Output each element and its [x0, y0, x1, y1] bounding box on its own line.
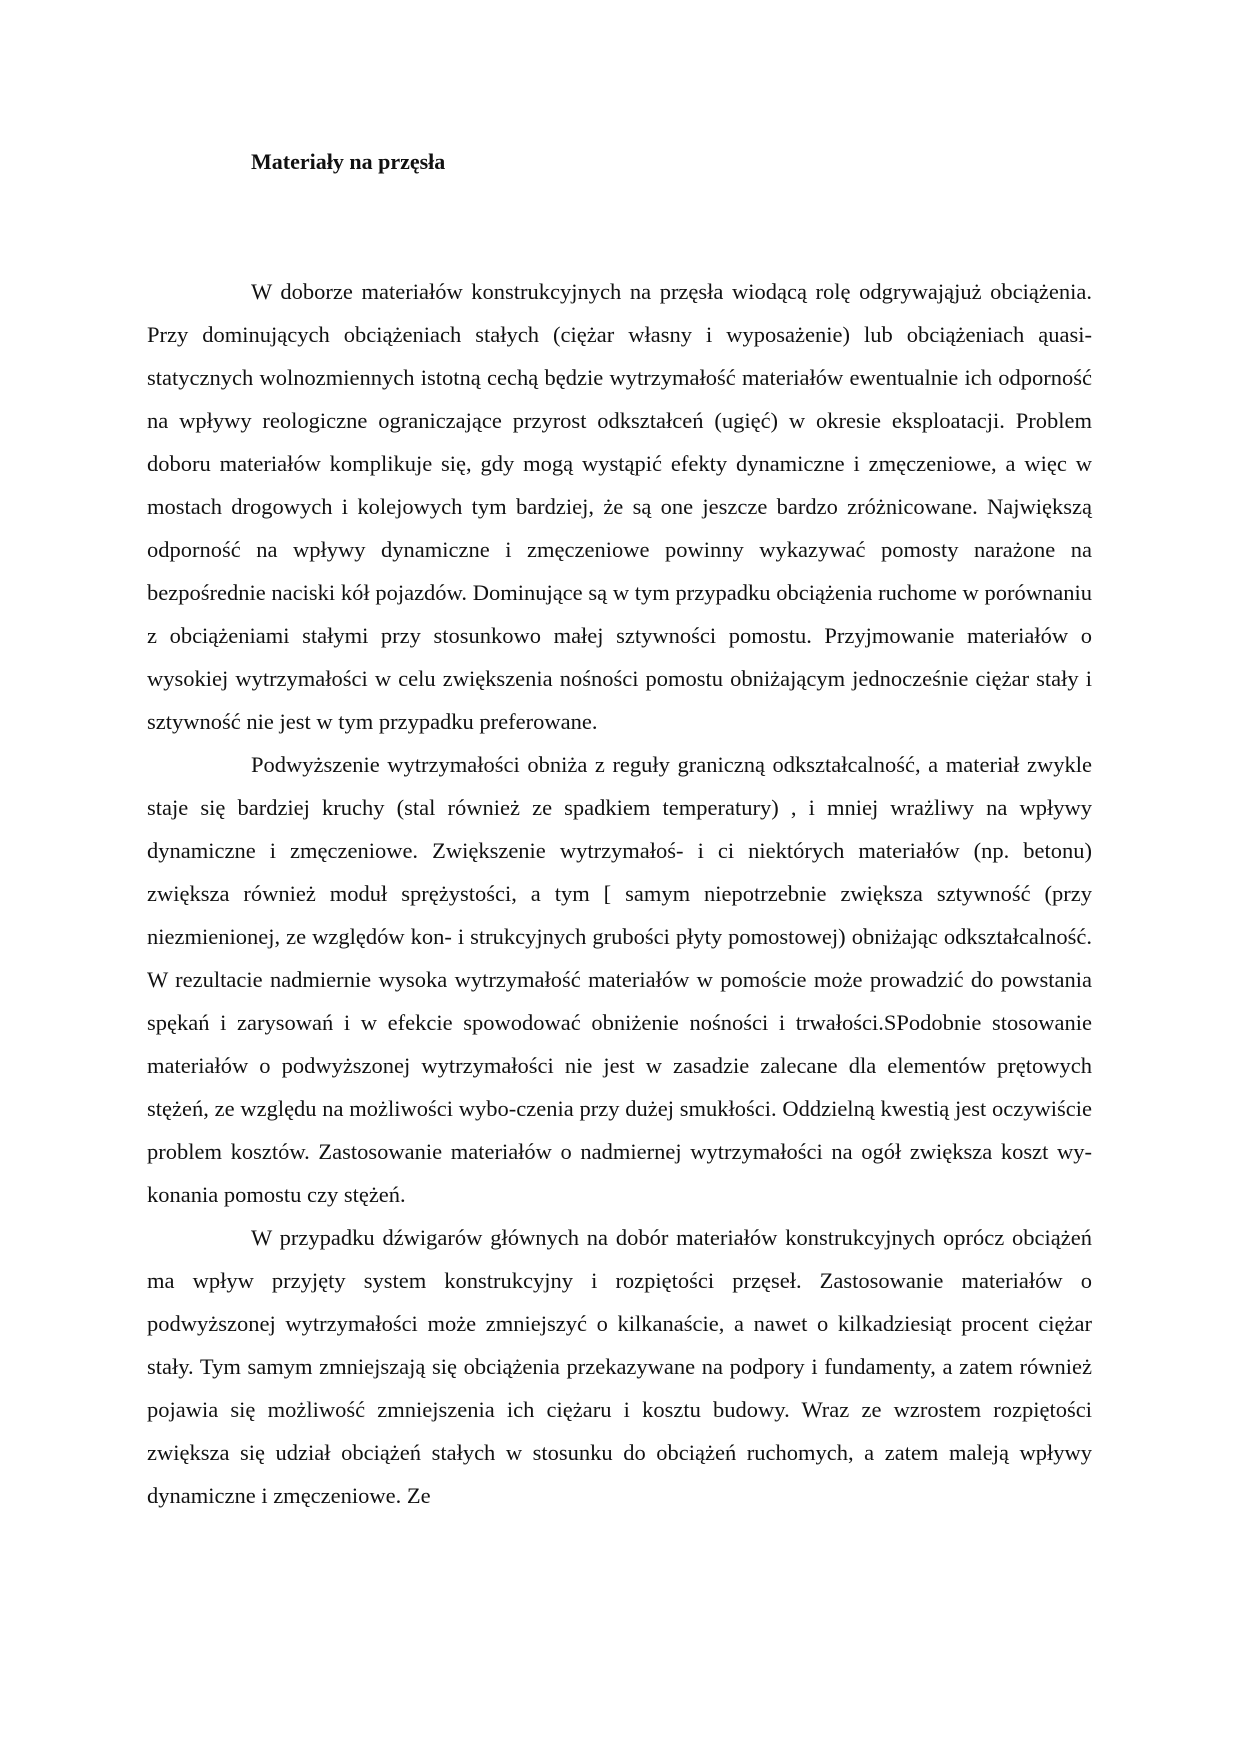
paragraph-1: W doborze materiałów konstrukcyjnych na przęsła wiodącą rolę odgrywająjuż obciążenia. Przy dominujących obciążeniach stałych (ciężar własny i wyposażenie) lub obciążeniach ąuasi-statycznych wolnozmiennych istotną cechą będzie wytrzymałość materiałów ewentualnie ich odporność na wpływy reologiczne ograniczające przyrost odkształceń (ugięć) w okresie eksploatacji. Problem doboru materiałów komplikuje się, gdy mogą wystąpić efekty dynamiczne i zmęczeniowe, a więc w mostach drogowych i kolejowych tym bardziej, że są one jeszcze bardzo zróżnicowane. Największą odporność na wpływy dynamiczne i zmęczeniowe powinny wykazywać pomosty narażone na bezpośrednie naciski kół pojazdów. Dominujące są w tym przypadku obciążenia ruchome w porównaniu z obciążeniami stałymi przy stosunkowo małej sztywności pomostu. Przyjmowanie materiałów o wysokiej wytrzymałości w celu zwiększenia nośności pomostu obniżającym jednocześnie ciężar stały i sztywność nie jest w tym przypadku preferowane.	[147, 279, 1092, 734]
paragraph-3: W przypadku dźwigarów głównych na dobór materiałów konstrukcyjnych oprócz obciążeń ma wpływ przyjęty system konstrukcyjny i rozpiętości przęseł. Zastosowanie materiałów o podwyższonej wytrzymałości może zmniejszyć o kilkanaście, a nawet o kilkadziesiąt procent ciężar stały. Tym samym zmniejszają się obciążenia przekazywane na podpory i fundamenty, a zatem również pojawia się możliwość zmniejszenia ich ciężaru i kosztu budowy. Wraz ze wzrostem rozpiętości zwiększa się udział obciążeń stałych w stosunku do obciążeń ruchomych, a zatem maleją wpływy dynamiczne i zmęczeniowe. Ze	[147, 1225, 1092, 1508]
page-title: Materiały na przęsła	[251, 149, 446, 174]
paragraph-2: Podwyższenie wytrzymałości obniża z reguły graniczną odkształcalność, a materiał zwykle staje się bardziej kruchy (stal również ze spadkiem temperatury) , i mniej wrażliwy na wpływy dynamiczne i zmęczeniowe. Zwiększenie wytrzymałoś- i ci niektórych materiałów (np. betonu) zwiększa również moduł sprężystości, a tym [ samym niepotrzebnie zwiększa sztywność (przy niezmienionej, ze względów kon- i strukcyjnych grubości płyty pomostowej) obniżając odkształcalność. W rezultacie nadmiernie wysoka wytrzymałość materiałów w pomoście może prowadzić do powstania spękań i zarysowań i w efekcie spowodować obniżenie nośności i trwałości.SPodobnie stosowanie materiałów o podwyższonej wytrzymałości nie jest w zasadzie zalecane dla elementów prętowych stężeń, ze względu na możliwości wybo-czenia przy dużej smukłości. Oddzielną kwestią jest oczywiście problem kosztów. Zastosowanie materiałów o nadmiernej wytrzymałości na ogół zwiększa koszt wy-konania pomostu czy stężeń.	[147, 752, 1092, 1207]
body-text	[147, 270, 1092, 1517]
